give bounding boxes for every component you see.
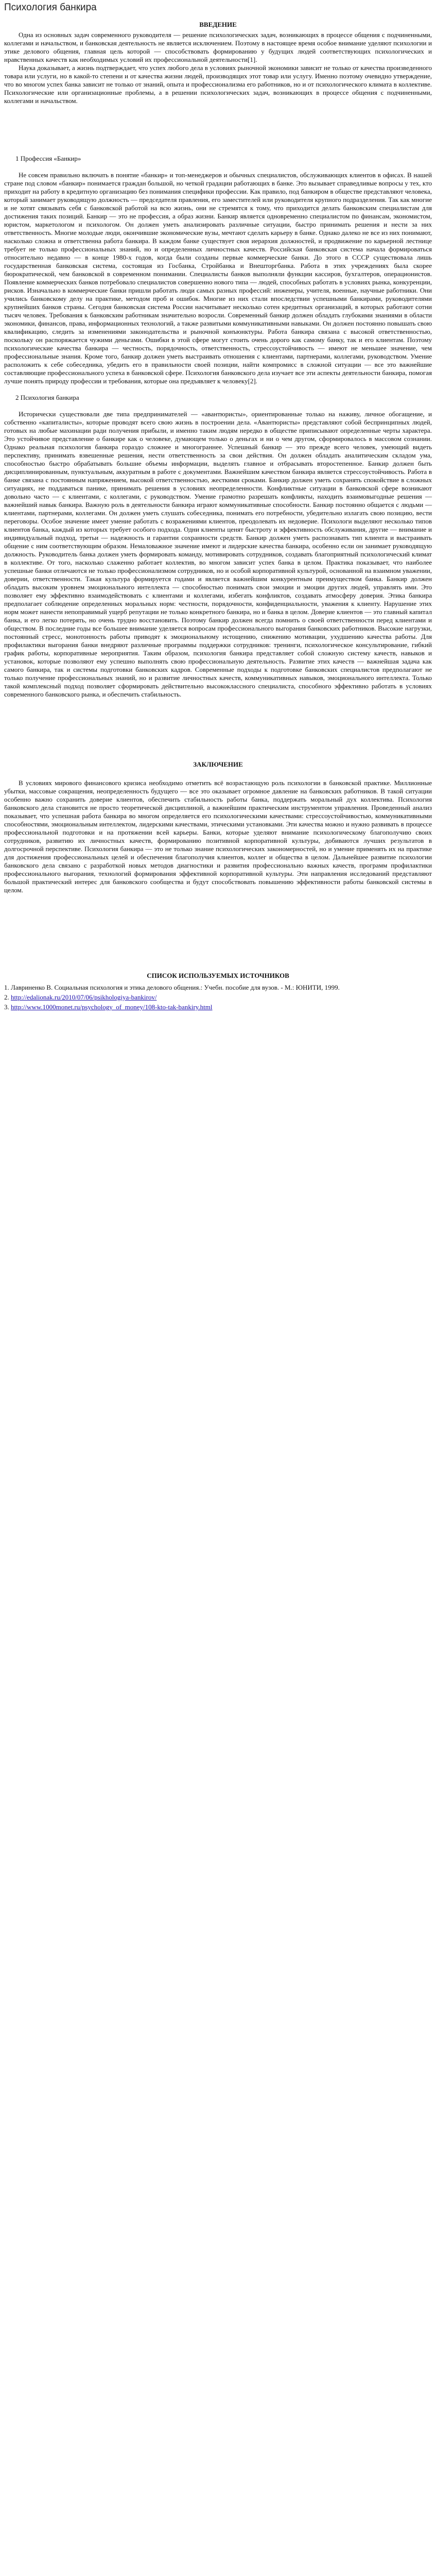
sources-section (4, 972, 432, 1011)
source-number: 1. (4, 984, 9, 991)
spacer (4, 385, 432, 394)
intro-paragraph-2: Наука доказывает, а жизнь подтверждает, что успех любого дела в условиях рыночной экономики зависит не только от качества произведенного товара или услуги, но в какой-то степени и от качества жизни людей, производящих этот товар или услугу. Именно поэтому очевидно утверждение, что во многом успех банка зависит не только от знаний, опыта и профессионализма его работников, но и от психологического климата в коллективе. Психологические или организационные проблемы, а в решении психологических задач, возникающих в процессе общения с подчиненными, коллегами и начальством. (4, 64, 432, 105)
source-number: 2. (4, 993, 9, 1001)
section-psychology (4, 394, 432, 699)
source-text: Лавриненко В. Социальная психология и этика делового общения.: Учебн. пособие для вузов. - М.: ЮНИТИ, 1999. (11, 984, 340, 991)
section-profession-heading: 1 Профессия «Банкир» (15, 155, 81, 162)
section-psychology-heading: 2 Психология банкира (15, 394, 79, 401)
intro-paragraph-1: Одна из основных задач современного руководителя — решение психологических задач, возникающих в процессе общения с подчиненными, коллегами и начальством, и банковская деятельность не является исключением. Поэтому в настоящее время особое внимание уделяют психологии и этике делового общения, главная цель которой — способствовать формированию у будущих людей соответствующих психологических и нравственных качеств как необходимых условий их профессиональной деятельности[1]. (4, 31, 432, 63)
source-link[interactable]: http://www.1000monet.ru/psychology_of_money/108-kto-tak-bankiry.html (11, 1003, 213, 1011)
spacer (4, 771, 432, 779)
sources-heading: СПИСОК ИСПОЛЬЗУЕМЫХ ИСТОЧНИКОВ (147, 972, 289, 979)
spacer (4, 163, 432, 171)
intro-section (4, 21, 432, 105)
source-item (4, 993, 432, 1002)
conclusion-section (4, 760, 432, 894)
spacer (4, 699, 432, 760)
section-profession (4, 155, 432, 385)
section-psychology-paragraph: Исторически существовали две типа предпринимателей — «авантюристы», ориентированные только на наживу, личное обогащение, и собственно «капиталисты», которые проводят всего свою жизнь в построении дела. «Авантюристы» представляют собой беспринципных людей, готовых на любые махинации ради получения прибыли, и именно таким людям нередко в обществе приписывают определенные черты характера. Это устойчивое представление о банкире как о человеке, думающем только о деньгах и ни о чем другом, сформировалось в массовом сознании. Однако реальная психология банкира гораздо сложнее и многограннее. Успешный банкир — это прежде всего человек, умеющий видеть перспективу, принимать взвешенные решения, нести ответственность за свои действия. Он должен обладать аналитическим складом ума, способностью быстро обрабатывать большие объемы информации, выделять главное и отбрасывать второстепенное. Банкир должен быть дисциплинированным, пунктуальным, аккуратным в работе с документами. Важнейшим качеством банкира является стрессоустойчивость. Работа в банке связана с постоянным напряжением, высокой ответственностью, жесткими сроками. Банкир должен уметь сохранять спокойствие в сложных ситуациях, не поддаваться панике, принимать решения в условиях неопределенности. Конфликтные ситуации в банковской сфере возникают довольно часто — с клиентами, с коллегами, с руководством. Умение грамотно разрешать конфликты, находить взаимовыгодные решения — важнейший навык банкира. Важную роль в деятельности банкира играют коммуникативные способности. Банкир постоянно общается с людьми — клиентами, партнерами, коллегами. Он должен уметь слушать собеседника, понимать его потребности, убедительно излагать свою позицию, вести переговоры. Особое значение имеет умение работать с возражениями клиентов, преодолевать их недоверие. Психологи выделяют несколько типов клиентов банка, каждый из которых требует особого подхода. Одни клиенты ценят быстроту и эффективность обслуживания, другие — внимание и индивидуальный подход, третьи — надежность и гарантии сохранности средств. Банкир должен уметь распознавать тип клиента и выстраивать общение с ним соответствующим образом. Немаловажное значение имеют и лидерские качества банкира, особенно если он занимает руководящую должность. Руководитель банка должен уметь формировать команду, мотивировать сотрудников, создавать благоприятный психологический климат в коллективе. От того, насколько слаженно работает коллектив, во многом зависит успех банка в целом. Практика показывает, что наиболее успешные банки отличаются не только профессионализмом сотрудников, но и особой корпоративной культурой, основанной на взаимном уважении, доверии, ответственности. Такая культура формируется годами и является важнейшим конкурентным преимуществом банка. Банкир должен обладать высоким уровнем эмоционального интеллекта — способностью понимать свои эмоции и эмоции других людей, управлять ими. Это позволяет ему эффективно взаимодействовать с клиентами и коллегами, избегать конфликтов, создавать атмосферу доверия. Этика банкира предполагает соблюдение определенных моральных норм: честности, порядочности, конфиденциальности, уважения к клиенту. Нарушение этих норм может нанести непоправимый ущерб репутации не только конкретного банкира, но и банка в целом. Доверие клиентов — это главный капитал банка, и его легко потерять, но очень трудно восстановить. Поэтому банкир должен всегда помнить о своей ответственности перед клиентами и обществом. В последние годы все большее внимание уделяется вопросам профессионального выгорания банковских работников. Высокие нагрузки, постоянный стресс, монотонность работы приводят к эмоциональному истощению, снижению мотивации, ухудшению качества работы. Для профилактики выгорания банки внедряют различные программы поддержки сотрудников: тренинги, психологическое консультирование, гибкий график работы, корпоративные мероприятия. Таким образом, психология банкира представляет собой сложную систему качеств, навыков и установок, которые позволяют ему успешно выполнять свою профессиональную деятельность. Развитие этих качеств — важнейшая задача как самого банкира, так и системы подготовки банковских кадров. Современные подходы к подготовке банковских специалистов предполагают не только получение профессиональных знаний, но и развитие личностных качеств, коммуникативных навыков, эмоционального интеллекта. Только такой комплексный подход позволяет сформировать действительно высококлассного специалиста, способного эффективно работать в условиях современного банковского рынка, и обеспечить стабильность. (4, 410, 432, 698)
intro-heading: ВВЕДЕНИЕ (199, 21, 237, 28)
source-number: 3. (4, 1003, 9, 1011)
source-link[interactable]: http://edalionak.ru/2010/07/06/psikhologiya-bankirov/ (11, 993, 157, 1001)
spacer (4, 402, 432, 410)
source-item (4, 1003, 432, 1011)
section-profession-paragraph: Не совсем правильно включать в понятие «банкир» и топ-менеджеров и обычных специалистов, обслуживающих клиентов в офисах. В нашей стране под словом «банкир» понимается граждан большой, но четкой градации работающих в банке. Это вызывает справедливые вопросы у тех, кто приходит на работу в кредитную организацию без понимания специфики профессии. Как правило, под банкиром в обществе представляют человека, который занимает руководящую должность — председателя правления, его заместителей или руководителя крупного подразделения. Так как многие и не хотят связывать себя с банковской работой на всю жизнь, они не стремятся к тому, что приходится делать банковским специалистам для достижения таких позиций. Банкир — это не профессия, а образ жизни. Банкир является одновременно специалистом по финансам, экономистом, юристом, маркетологом и психологом. Он должен уметь анализировать различные ситуации, быстро принимать решения и нести за них ответственность. Многие молодые люди, окончившие экономические вузы, мечтают сделать карьеру в банке. Однако далеко не все из них понимают, насколько сложна и ответственна работа банкира. В каждом банке существует своя иерархия должностей, и продвижение по карьерной лестнице требует не только профессиональных знаний, но и определенных личностных качеств. Российская банковская система начала формироваться относительно недавно — в конце 1980-х годов, когда были созданы первые коммерческие банки. До этого в СССР существовала лишь государственная банковская система, состоящая из Госбанка, Стройбанка и Внешторгбанка. Работа в этих учреждениях была скорее бюрократической, чем банковской в современном понимании. Специалисты банков выполняли функции кассиров, бухгалтеров, операционистов. Появление коммерческих банков потребовало специалистов совершенно нового типа — людей, способных работать в условиях рынка, конкуренции, рисков. Изначально в коммерческие банки пришли работать люди самых разных профессий: инженеры, учителя, военные, научные работники. Они учились банковскому делу на практике, методом проб и ошибок. Многие из них стали впоследствии успешными банкирами, руководителями крупнейших банков страны. Сегодня банковская система России насчитывает несколько сотен кредитных организаций, в которых работают сотни тысяч человек. Требования к банковским работникам значительно возросли. Современный банкир должен обладать глубокими знаниями в области экономики, финансов, права, информационных технологий, а также развитыми коммуникативными навыками. Он должен постоянно повышать свою квалификацию, следить за изменениями законодательства и рыночной конъюнктуры. Работа банкира связана с высокой ответственностью, поскольку он распоряжается чужими деньгами. Ошибки в этой сфере могут стоить очень дорого как самому банку, так и его клиентам. Поэтому психологические качества банкира — честность, порядочность, ответственность, стрессоустойчивость — имеют не меньшее значение, чем профессиональные знания. Кроме того, банкир должен уметь выстраивать отношения с клиентами, партнерами, коллегами, руководством. Умение расположить к себе собеседника, убедить его в правильности своей позиции, найти компромисс в сложной ситуации — все это важнейшие составляющие профессионального успеха в банковской сфере. Психология банковского дела изучает все эти аспекты деятельности банкира, помогая лучше понять природу профессии и требования, которые она предъявляет к человеку[2]. (4, 171, 432, 385)
sources-list (4, 983, 432, 1011)
spacer (4, 894, 432, 972)
source-item (4, 983, 432, 992)
spacer (4, 105, 432, 155)
page-title: Психология банкира (4, 2, 97, 13)
conclusion-heading: ЗАКЛЮЧЕНИЕ (193, 760, 243, 768)
conclusion-paragraph: В условиях мирового финансового кризиса необходимо отметить всё возрастающую роль психологии в банковской практике. Миллионные убытки, массовые сокращения, неопределенность будущего — все это оказывает огромное давление на банковских работников. В такой ситуации особенно важно сохранить доверие клиентов, обеспечить стабильность работы банка, поддержать моральный дух коллектива. Психология банковского дела становится не просто теоретической дисциплиной, а важнейшим практическим инструментом управления. Проведенный анализ показывает, что успешная работа банкира во многом определяется его психологическими качествами: стрессоустойчивостью, коммуникативными способностями, эмоциональным интеллектом, лидерскими качествами, этическими установками. Эти качества можно и нужно развивать в процессе профессиональной подготовки и на протяжении всей карьеры. Банки, которые уделяют внимание психологическому благополучию своих сотрудников, развитию их личностных качеств, формированию позитивной корпоративной культуры, добиваются лучших результатов в долгосрочной перспективе. Психология банкира — это не только знание психологических закономерностей, но и умение применять их на практике для достижения профессиональных целей и обеспечения благополучия клиентов, коллег и общества в целом. Дальнейшее развитие психологии банковского дела связано с разработкой новых методов диагностики и развития профессионально важных качеств, программ профилактики профессионального выгорания, технологий формирования эффективной корпоративной культуры. Эти направления исследований представляют большой практический интерес для банковского сообщества и будут способствовать повышению эффективности работы банковской системы в целом. (4, 779, 432, 894)
